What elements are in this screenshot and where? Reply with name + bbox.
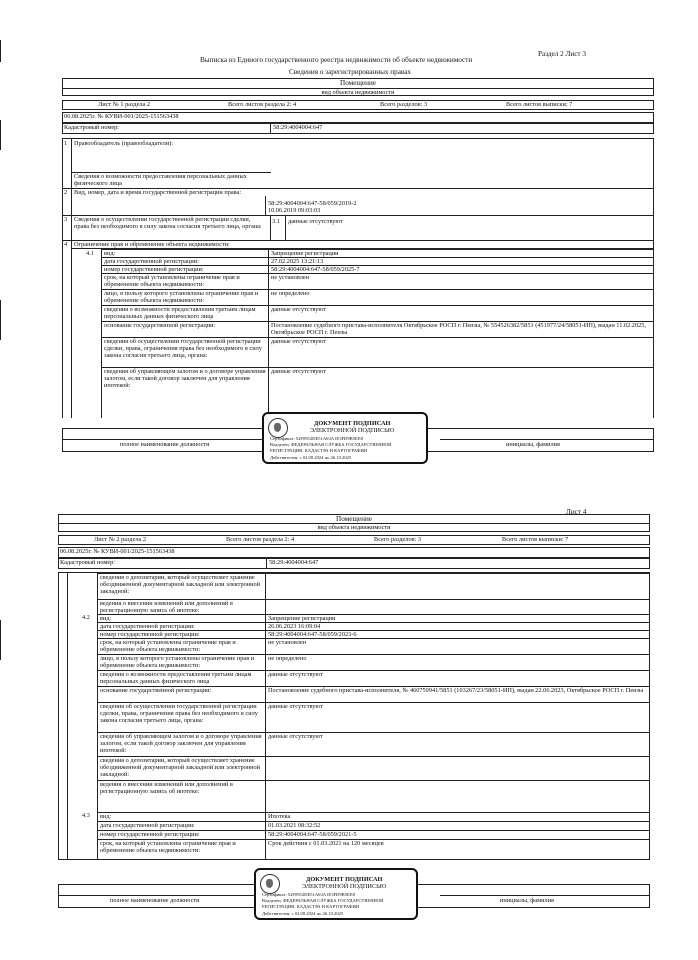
field-value: не установлен bbox=[271, 274, 310, 281]
field-label: сведения об осуществлении государственной регистрации сделки, права, ограничения права без необходимого в силу закона согласия третьего лица, органа: bbox=[100, 703, 258, 725]
right-registration-number: 58:29:4004004:647-58/059/2019-2 bbox=[268, 200, 357, 207]
field-value: не определено bbox=[271, 290, 310, 297]
field-value: Запрещение регистрации bbox=[268, 615, 336, 622]
field-label: вид: bbox=[100, 615, 112, 622]
field-label: сведения об управляющем залогом и о договоре управления залогом, если такой договор заключен для управления ипотекой: bbox=[100, 733, 262, 755]
e-signature-stamp bbox=[262, 412, 428, 464]
right-registration-date: 10.06.2019 09:03:03 bbox=[268, 207, 321, 214]
sheet-label: Лист 4 bbox=[566, 508, 587, 516]
document-title: Выписка из Единого государственного реестра недвижимости об объекте недвижимости bbox=[200, 56, 473, 64]
sub-row-number: 4.1 bbox=[86, 250, 94, 257]
stamp-line: Сертификат: 52F0952DE51A63A1E3FD9B5EE8 bbox=[270, 436, 363, 441]
right-holder-label: Правообладатель (правообладатели): bbox=[74, 140, 174, 147]
name-caption: инициалы, фамилия bbox=[506, 441, 560, 448]
right-registration-label: Вид, номер, дата и время государственной регистрации права: bbox=[74, 189, 242, 196]
field-value: 58:29:4004004:647-58/059/2025-7 bbox=[271, 266, 360, 273]
date-number: 06.08.2025г. № КУВИ-001/2025-151563438 bbox=[60, 548, 175, 555]
object-kind-caption: вид объекта недвижимости bbox=[321, 89, 395, 96]
total-sheets-section: Всего листов раздела 2: 4 bbox=[228, 101, 297, 108]
row-number: 3 bbox=[64, 216, 68, 223]
field-value: данные отсутствуют bbox=[271, 368, 326, 375]
date-number: 06.08.2025г. № КУВИ-001/2025-151563438 bbox=[64, 113, 179, 120]
binding-mark bbox=[0, 40, 1, 62]
field-label: ведения о внесении изменений или дополнений в регистрационную запись об ипотеке: bbox=[100, 600, 233, 615]
deal-consent-label: Сведения о осуществлении государственной регистрации сделки, права без необходимого в силу закона согласия третьего лица, органа: bbox=[74, 216, 262, 231]
coat-of-arms-icon bbox=[268, 418, 288, 438]
stamp-line: ДОКУМЕНТ ПОДПИСАН bbox=[306, 876, 383, 883]
field-value: данные отсутствуют bbox=[271, 306, 326, 313]
field-value: Постановление судебного пристава-исполнителя, № 460759941/5851 (103267/23/58051-ИП), выдан 22.06.2023, Октябрьское РОСП г. Пензы bbox=[268, 687, 644, 694]
stamp-line: Сертификат: 52F0952DE51A63A1E3FD9B5EE8 bbox=[262, 892, 355, 897]
field-label: срок, на который установлены ограничение прав и обременение объекта недвижимости: bbox=[104, 274, 240, 289]
stamp-line: Владелец: ФЕДЕРАЛЬНАЯ СЛУЖБА ГОСУДАРСТВЕННОЙ bbox=[270, 442, 392, 447]
total-sections: Всего разделов: 3 bbox=[374, 536, 422, 543]
sheet-of-section: Лист № 2 раздела 2 bbox=[94, 536, 147, 543]
field-label: номер государственной регистрации: bbox=[104, 266, 204, 273]
field-value: 01.03.2021 08:32:52 bbox=[268, 822, 321, 829]
total-sheets-extract: Всего листов выписки: 7 bbox=[502, 536, 569, 543]
cadastral-row bbox=[62, 123, 654, 134]
object-type: Помещение bbox=[336, 515, 372, 523]
sub-row-number: 4.2 bbox=[82, 614, 90, 621]
field-label: срок, на который установлены ограничение прав и обременение объекта недвижимости: bbox=[100, 639, 236, 654]
field-value: 58:29:4004004:647-58/059/2023-6 bbox=[268, 631, 357, 638]
cadastral-label: Кадастровый номер: bbox=[64, 124, 120, 131]
field-label: ведения о внесении изменений или дополнений в регистрационную запись об ипотеке: bbox=[100, 781, 233, 796]
field-label: основание государственной регистрации: bbox=[100, 687, 212, 694]
field-value: Ипотека bbox=[268, 813, 291, 820]
sub-row-number: 4.3 bbox=[82, 812, 90, 819]
field-label: номер государственной регистрации: bbox=[100, 631, 200, 638]
e-signature-stamp bbox=[254, 868, 418, 920]
total-sections: Всего разделов: 3 bbox=[380, 101, 428, 108]
sheet-of-section: Лист № 1 раздела 2 bbox=[98, 101, 151, 108]
cadastral-value: 58:29:4004004:647 bbox=[269, 559, 319, 566]
field-label: срок, на который установлены ограничение прав и обременение объекта недвижимости: bbox=[100, 840, 236, 855]
position-caption: полное наименование должности bbox=[110, 897, 200, 904]
cadastral-row bbox=[58, 558, 650, 569]
total-sheets-section: Всего листов раздела 2: 4 bbox=[226, 536, 295, 543]
field-value: не определено bbox=[268, 655, 307, 662]
field-value: Запрещение регистрации bbox=[271, 250, 339, 257]
stamp-line: РЕГИСТРАЦИИ, КАДАСТРА И КАРТОГРАФИИ bbox=[270, 448, 368, 453]
stamp-line: ДОКУМЕНТ ПОДПИСАН bbox=[314, 420, 391, 427]
field-label: сведения о депозитарии, который осуществляет хранение обездвиженной документарной закладной или электронной закладной: bbox=[100, 574, 261, 596]
object-kind-caption: вид объекта недвижимости bbox=[317, 524, 391, 531]
stamp-line: ЭЛЕКТРОННОЙ ПОДПИСЬЮ bbox=[310, 427, 395, 434]
field-label: номер государственной регистрации: bbox=[100, 831, 200, 838]
row-number: 2 bbox=[64, 189, 68, 196]
field-label: дата государственной регистрации: bbox=[100, 623, 195, 630]
cadastral-label: Кадастровый номер: bbox=[60, 559, 116, 566]
stamp-line: Владелец: ФЕДЕРАЛЬНАЯ СЛУЖБА ГОСУДАРСТВЕННОЙ bbox=[262, 898, 384, 903]
field-value: данные отсутствуют bbox=[268, 703, 323, 710]
field-value: данные отсутствуют bbox=[268, 733, 323, 740]
subtitle: Сведения о зарегистрированных правах bbox=[288, 68, 412, 76]
stamp-line: Действителен: с 02.08.2024 по 26.10.2025 bbox=[262, 911, 344, 916]
sub-row-number: 3.1 bbox=[272, 218, 280, 225]
personal-data-label: Сведения о возможности предоставления персональных данных физического лица bbox=[74, 173, 247, 188]
field-value: данные отсутствуют bbox=[271, 338, 326, 345]
field-value: Срок действия с 01.03.2021 на 120 месяцев bbox=[268, 840, 384, 847]
field-value: 58:29:4004004:647-58/059/2021-5 bbox=[268, 831, 357, 838]
binding-mark bbox=[0, 120, 1, 150]
stamp-line: ЭЛЕКТРОННОЙ ПОДПИСЬЮ bbox=[302, 883, 387, 890]
object-type: Помещение bbox=[340, 79, 376, 87]
position-caption: полное наименование должности bbox=[120, 441, 210, 448]
stamp-line: Действителен: с 02.08.2024 по 26.10.2025 bbox=[270, 455, 352, 460]
coat-of-arms-icon bbox=[260, 874, 280, 894]
field-label: лицо, в пользу которого установлены ограничение прав и обременение объекта недвижимости: bbox=[104, 290, 259, 305]
field-label: вид: bbox=[104, 250, 116, 257]
encumbrance-label: Ограничение прав и обременение объекта недвижимости: bbox=[74, 241, 230, 248]
row-number: 1 bbox=[64, 140, 68, 147]
field-label: лицо, в пользу которого установлены ограничение прав и обременение объекта недвижимости: bbox=[100, 655, 255, 670]
field-value: Постановление судебного пристава-исполнителя Октябрьское РОСП г. Пензы, № 554526382/5851 (451977/24/58051-ИП), выдан 11.02.2025, Октябрьское РОСП г. Пензы bbox=[271, 322, 646, 337]
deal-consent-value: данные отсутствуют bbox=[288, 218, 343, 225]
field-label: сведения о депозитарии, который осуществляет хранение обездвиженной документарной закладной или электронной закладной: bbox=[100, 757, 261, 779]
field-label: дата государственной регистрации: bbox=[100, 822, 195, 829]
total-sheets-extract: Всего листов выписки: 7 bbox=[506, 101, 573, 108]
field-label: сведения о возможности предоставления третьим лицам персональных данных физического лица bbox=[104, 306, 256, 321]
field-value: не установлен bbox=[268, 639, 307, 646]
binding-mark bbox=[0, 300, 1, 340]
section-sheet-label: Раздел 2 Лист 3 bbox=[538, 50, 586, 58]
row-number: 4 bbox=[64, 241, 68, 248]
field-value: 27.02.2025 13:21:13 bbox=[271, 258, 324, 265]
field-value: данные отсутствуют bbox=[268, 671, 323, 678]
field-label: сведения об управляющем залогом и о договоре управления залогом, если такой договор заключен для управления ипотекой: bbox=[104, 368, 266, 390]
cadastral-value: 58:29:4004004:647 bbox=[273, 124, 323, 131]
field-label: сведения об осуществлении государственной регистрации сделки, права, ограничения права без необходимого в силу закона согласия третьего лица, органа: bbox=[104, 338, 262, 360]
stamp-line: РЕГИСТРАЦИИ, КАДАСТРА И КАРТОГРАФИИ bbox=[262, 904, 360, 909]
binding-mark bbox=[0, 620, 1, 660]
name-caption: инициалы, фамилия bbox=[500, 897, 554, 904]
field-label: вид: bbox=[100, 813, 112, 820]
field-label: дата государственной регистрации: bbox=[104, 258, 199, 265]
field-value: 26.06.2023 16:09:04 bbox=[268, 623, 321, 630]
field-label: основание государственной регистрации: bbox=[104, 322, 216, 329]
field-label: сведения о возможности предоставления третьим лицам персональных данных физического лица bbox=[100, 671, 252, 686]
